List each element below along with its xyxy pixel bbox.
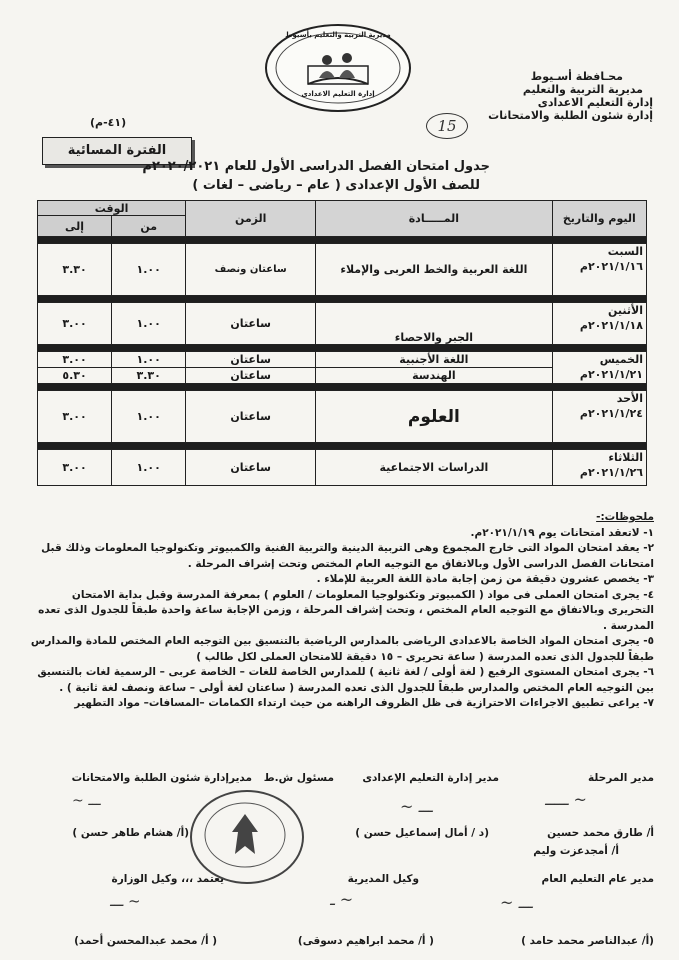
row-from: ١.٠٠ [112, 391, 186, 443]
logo-bottom-text: إدارة التعليم الاعدادى [301, 90, 375, 98]
row-to: ٣.٠٠ [38, 303, 112, 345]
day-date: ٢٠٢١/١/١٨م [579, 319, 643, 332]
row-from: ١.٠٠ [112, 303, 186, 345]
note-item: ٢- يعقد امتحان المواد التى خارج المجموع وهى التربية الدينية والتربية الفنية والكمبيوتر وتكنولوجيا المعلومات وذلك قبل امتحانات الفصل الدراسى الأول وبالاتفاق مع التوجيه العام المختص وتحت إشراف المرحلة . [41, 542, 654, 570]
row-duration: ساعتان [186, 303, 316, 345]
divider-bar [38, 443, 647, 450]
row-subject: العلوم [316, 391, 552, 443]
day-date: ٢٠٢١/١/٢٦م [579, 466, 643, 479]
row-from: ٣.٣٠ [112, 368, 186, 384]
sig-title-prep-director: مدير إدارة التعليم الإعدادى [362, 772, 499, 784]
row-subject: الدراسات الاجتماعية [316, 450, 552, 486]
table-row [38, 352, 647, 368]
table-row [38, 391, 647, 443]
handwritten-page-number [426, 113, 468, 139]
table-row [38, 244, 647, 296]
row-duration: ساعتان [186, 391, 316, 443]
table-row [38, 303, 647, 345]
row-duration: ساعتان [186, 450, 316, 486]
row-day-cell [552, 244, 646, 296]
sig-name-extra: أ/ أمجدعزت وليم [533, 845, 619, 857]
sig-title-general-director: مدير عام التعليم العام [541, 873, 654, 885]
day-date: ٢٠٢١/١/٢١م [579, 368, 643, 381]
row-to: ٣.٠٠ [38, 352, 112, 368]
header-line: محـافظة أسـيوط [530, 70, 623, 83]
divider-bar [38, 296, 647, 303]
row-day-cell [552, 352, 646, 384]
day-name: الأثنين [608, 304, 643, 317]
sig-name-prep-director: (د / أمال إسماعيل حسن ) [355, 827, 489, 839]
note-item: ٦- يجرى امتحان المستوى الرفيع ( لغة أولى / لغة ثانية ) للمدارس الخاصة للغات – الخاصة عربى – الرسمية لغات بالتنسيق بين التوجيه العام المختص والمدارس طبقاً للجدول الذى تعده المدرسة ( ساعتان لغة أولى – ساعة ونصف لغة ثانية ) . [37, 666, 654, 694]
row-to: ٣.٠٠ [38, 391, 112, 443]
day-name: السبت [607, 245, 643, 258]
note-item: ٤- يجرى امتحان العملى فى مواد ( الكمبيوتر وتكنولوجيا المعلومات / العلوم ) بمعرفة المدرسة وقبل بداية الامتحان التحريرى وبالاتفاق مع التوجيه العام المختص ، وتحت إشراف المرحلة ، وزمن الإجابة ساعة واحدة طبقاً للجدول الذى تعده المدرسة . [38, 588, 654, 632]
sig-title-ministry-deputy: يعتمد ،،، وكيل الوزارة [111, 873, 224, 885]
header-from: من [112, 216, 186, 237]
day-name: الثلاثاء [608, 451, 643, 464]
handwritten-signature: ـــــ ~ [545, 790, 587, 809]
schedule-subtitle: للصف الأول الإعدادى ( عام – رياضى – لغات ) [192, 178, 480, 193]
row-day-cell [552, 391, 646, 443]
handwritten-signature: ـــ ~ [110, 892, 141, 910]
row-to: ٣.٣٠ [38, 244, 112, 296]
logo [263, 22, 413, 114]
header-duration: الزمن [186, 201, 316, 237]
row-duration: ساعتان [186, 368, 316, 384]
row-from: ١.٠٠ [112, 352, 186, 368]
sig-title-stage-director: مدير المرحلة [587, 772, 654, 784]
header-line: إدارة التعليم الاعدادى [537, 96, 653, 109]
period-box: الفترة المسائية [42, 137, 192, 165]
row-subject: الهندسة [316, 368, 552, 384]
sig-name-ministry-deputy: ( أ/ محمد عبدالمحسن أحمد) [74, 935, 217, 947]
note-item: ٥- يجرى امتحان المواد الخاصة بالاعدادى الرياضى بالمدارس الرياضية بالتنسيق بين التوجيه العام المختص للمادة والمدارس طبقاً للجدول الذى تعده المدرسة ( ساعة تحريرى – ١٥ دقيقة للامتحان العملى لكل طالب ) [30, 635, 654, 663]
sig-name-directorate-deputy: ( أ/ محمد ابراهيم دسوقى) [297, 935, 434, 947]
sig-name-general-director: (أ/ عبدالناصر محمد حامد ) [521, 935, 654, 947]
sig-name-student-affairs-director: (أ/ هشام طاهر حسن ) [72, 827, 189, 839]
header-time: الوقت [38, 201, 186, 216]
header-line: إدارة شئون الطلبة والامتحانات [488, 109, 653, 122]
day-date: ٢٠٢١/١/١٦م [579, 260, 643, 273]
note-item: ٧- يراعى تطبيق الاجراءات الاحترازية فى ظل الظروف الراهنه من حيث ارتداء الكمامات –المسافات– مواد التطهير [74, 697, 654, 709]
notes-heading: ملحوظات:- [596, 511, 654, 523]
day-name: الأحد [616, 392, 643, 405]
day-name: الخميس [599, 353, 643, 366]
row-day-cell [552, 303, 646, 345]
row-from: ١.٠٠ [112, 450, 186, 486]
row-day-cell [552, 450, 646, 486]
header-subject: المـــــادة [316, 201, 552, 237]
divider-bar [38, 237, 647, 244]
header-day: اليوم والتاريخ [552, 201, 646, 237]
sig-title-directorate-deputy: وكيل المديرية [347, 873, 419, 885]
divider-bar [38, 384, 647, 391]
exam-schedule-table [37, 200, 647, 486]
notes-section [30, 510, 654, 712]
row-subject: الجبر والاحصاء [316, 303, 552, 345]
logo-top-text: مديرية التربية والتعليم بأسيوط [285, 31, 391, 39]
handwritten-signature: ~ ـــ [500, 893, 533, 912]
row-to: ٣.٠٠ [38, 450, 112, 486]
handwritten-signature: ـ ~ [330, 890, 354, 909]
eagle-emblem-icon [192, 792, 298, 878]
row-duration: ساعتان [186, 352, 316, 368]
divider-bar [38, 345, 647, 352]
handwritten-signature: ~ ـــ [72, 793, 101, 809]
day-date: ٢٠٢١/١/٢٤م [579, 407, 643, 420]
form-code: (٤١-م) [90, 116, 127, 129]
sig-title-student-affairs-director: مديرإدارة شئون الطلبة والامتحانات [71, 772, 252, 784]
table-header-row [38, 201, 647, 216]
row-subject: اللغة الأجنبية [316, 352, 552, 368]
note-item: ٣- يخصص عشرون دقيقة من زمن إجابة مادة اللغة العربية للإملاء . [316, 573, 654, 585]
header-line: مديرية التربية والتعليم [522, 83, 643, 96]
row-subject: اللغة العربية والخط العربى والإملاء [316, 244, 552, 296]
header-to: إلى [38, 216, 112, 237]
schedule-title: جدول امتحان الفصل الدراسى الأول للعام ٢٠٢٠/٢٠٢١م [142, 159, 490, 174]
handwritten-signature: ~ ـــ [400, 797, 433, 816]
table-row [38, 450, 647, 486]
note-item: ١- لاتعقد امتحانات يوم ٢٠٢١/١/١٩م. [470, 526, 654, 539]
row-to: ٥.٣٠ [38, 368, 112, 384]
row-from: ١.٠٠ [112, 244, 186, 296]
handwritten-number-text: 15 [437, 117, 457, 135]
row-duration: ساعتان ونصف [186, 244, 316, 296]
official-seal [190, 790, 304, 884]
header-authority [453, 70, 653, 122]
sig-name-stage-director: أ/ طارق محمد حسين [547, 827, 654, 839]
sig-title-student-affairs-officer: مسئول ش.ط [263, 772, 334, 784]
